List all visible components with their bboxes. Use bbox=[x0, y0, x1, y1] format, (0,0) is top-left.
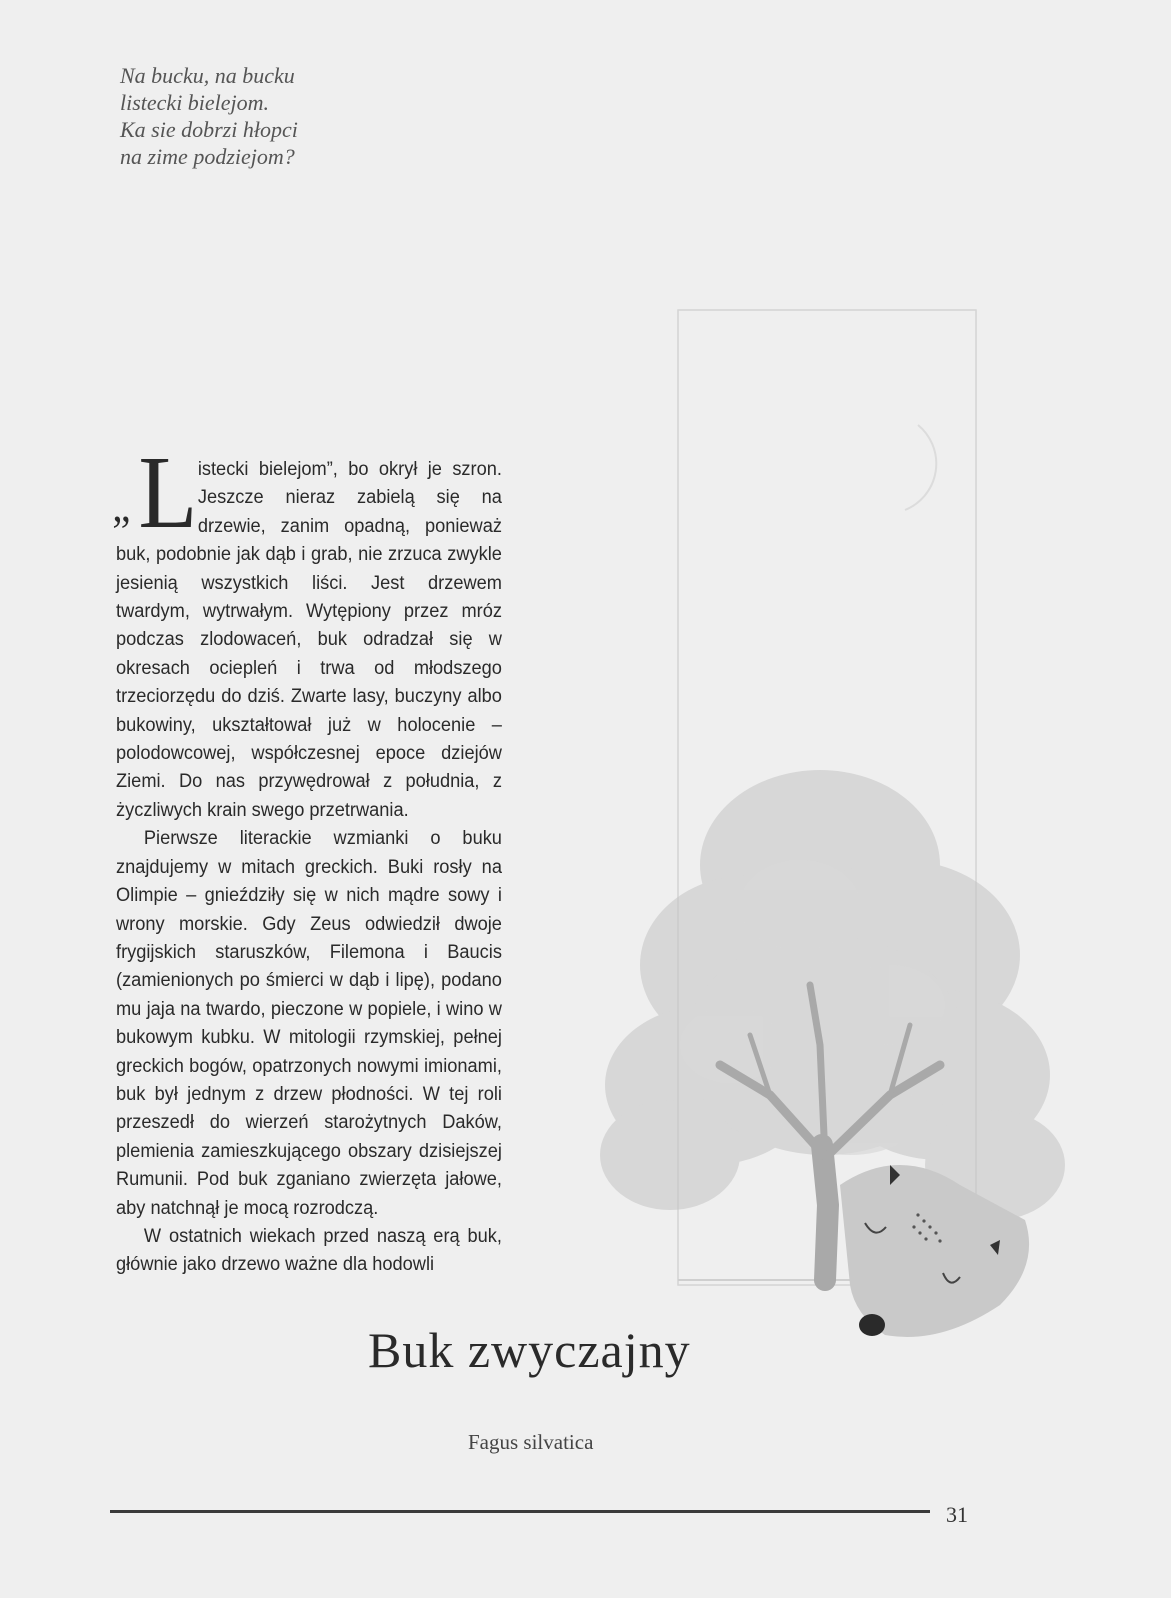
species-latin-name: Fagus silvatica bbox=[468, 1430, 594, 1454]
poem-line: Ka sie dobrzi hłopci bbox=[120, 117, 298, 142]
page-number: 31 bbox=[946, 1502, 968, 1527]
poem-line: Na bucku, na bucku bbox=[120, 63, 295, 88]
paragraph: Pierwsze literackie wzmianki o buku znajdujemy w mitach greckich. Buki rosły na Olimpie – gnieździły się w nich mądre sowy i wrony morskie. Gdy Zeus odwiedził dwoje frygijskich staruszków, Filemona i Baucis (zamienionych po śmierci w dąb i lipę), podano mu jaja na twardo, pieczone w popiele, i wino w bukowym kubku. W mitologii rzymskiej, pełnej greckich bogów, opatrzonych nowymi imionami, buk był jednym z drzew płodności. W tej roli przeszedł do wierzeń starożytnych Daków, plemienia zamieszkującego obszary dzisiejszej Rumunii. Pod buk zganiano zwierzęta jałowe, aby natchnął je mocą rozrodczą. bbox=[116, 827, 502, 1219]
epigraph-poem bbox=[120, 62, 298, 170]
drop-cap-letter: L bbox=[138, 435, 198, 550]
paragraph: istecki bielejom”, bo okrył je szron. Jeszcze nieraz zabielą się na drzewie, zanim opadną, ponieważ buk, podobnie jak dąb i grab, nie zrzuca zwykle jesienią wszystkich liści. Jest drzewem twardym, wytrwałym. Wytępiony przez mróz podczas zlodowaceń, buk odradzał się w okresach ociepleń i trwa od młodszego trzeciorzędu do dziś. Zwarte lasy, buczyny albo bukowiny, ukształtował już w holocenie – polodowcowej, współczesnej epoce dziejów Ziemi. Do nas przywędrował z południa, z życzliwych krain swego przetrwania. bbox=[116, 458, 502, 821]
article-body bbox=[112, 435, 502, 1279]
fox-nose bbox=[859, 1314, 885, 1336]
beech-tree-illustration bbox=[600, 305, 1070, 1350]
poem-line: listecki bielejom. bbox=[120, 90, 270, 115]
tree-drawing bbox=[600, 305, 1070, 1350]
paragraph: W ostatnich wiekach przed naszą erą buk, głównie jako drzewo ważne dla hodowli bbox=[116, 1224, 502, 1276]
moon-arc bbox=[905, 425, 936, 510]
poem-line: na zime podziejom? bbox=[120, 144, 295, 169]
drop-cap bbox=[112, 435, 198, 550]
drop-cap-quote: „ bbox=[112, 482, 131, 531]
species-title: Buk zwyczajny bbox=[368, 1322, 691, 1378]
footer-rule bbox=[110, 1510, 930, 1513]
